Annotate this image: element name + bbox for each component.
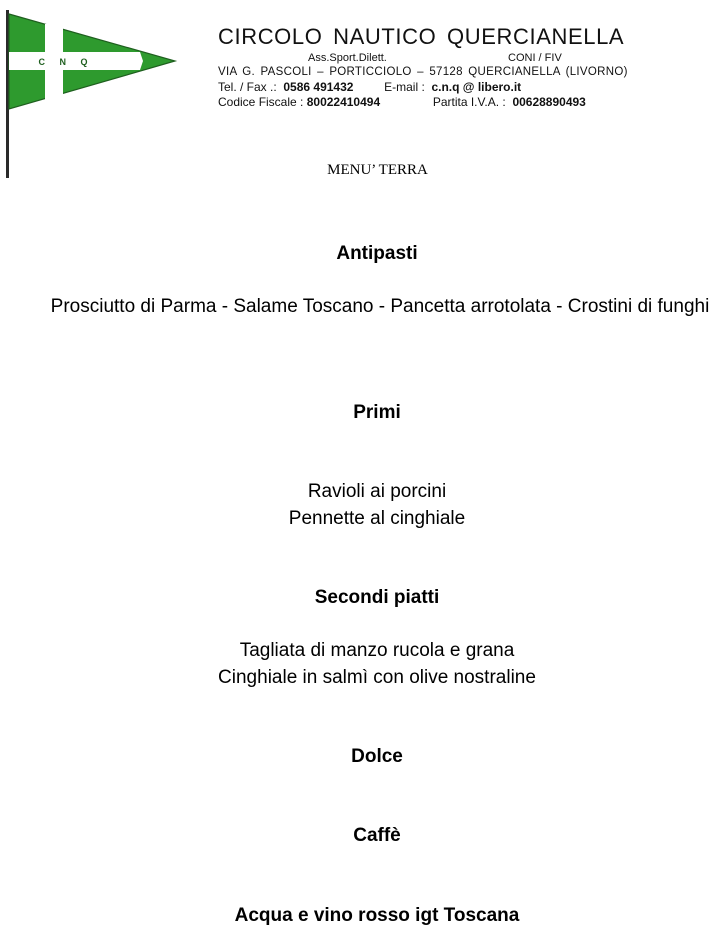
- menu-item: Pennette al cinghiale: [288, 508, 466, 529]
- heading-dolce: Dolce: [351, 746, 403, 767]
- contact-line: [218, 80, 521, 94]
- pennant-letters: C N Q: [38, 57, 94, 67]
- cf-value: 80022410494: [306, 95, 381, 109]
- club-name: CIRCOLO NAUTICO QUERCIANELLA: [218, 24, 625, 49]
- cf-label: Codice Fiscale :: [218, 95, 304, 109]
- heading-bevande: Acqua e vino rosso igt Toscana: [234, 905, 520, 926]
- heading-secondi: Secondi piatti: [314, 587, 440, 608]
- antipasti-items: [36, 293, 720, 320]
- club-pennant-logo: [0, 6, 180, 178]
- heading-caffe: Caffè: [353, 825, 401, 846]
- federation: CONI / FIV: [508, 52, 562, 64]
- email-value: c.n.q @ libero.it: [431, 80, 522, 94]
- menu-item: Tagliata di manzo rucola e grana: [239, 640, 515, 661]
- menu-item: Ravioli ai porcini: [307, 481, 447, 502]
- association-type: Ass.Sport.Dilett.: [308, 52, 387, 64]
- club-address: VIA G. PASCOLI – PORTICCIOLO – 57128 QUERCIANELLA (LIVORNO): [218, 66, 628, 78]
- menu-title: MENU’ TERRA: [327, 162, 428, 178]
- menu-item: Cinghiale in salmì con olive nostraline: [218, 667, 536, 688]
- email-label: E-mail :: [384, 80, 425, 94]
- iva-label: Partita I.V.A. :: [432, 95, 506, 109]
- tax-line: [218, 95, 586, 109]
- secondi-items: [36, 637, 718, 691]
- menu-item: Prosciutto di Parma - Salame Toscano - Pancetta arrotolata - Crostini di funghi: [50, 296, 710, 317]
- heading-primi: Primi: [353, 402, 401, 423]
- tel-label: Tel. / Fax .:: [218, 80, 277, 94]
- primi-items: [36, 478, 718, 532]
- tel-value: 0586 491432: [283, 80, 354, 94]
- heading-antipasti: Antipasti: [336, 243, 418, 264]
- iva-value: 00628890493: [512, 95, 586, 109]
